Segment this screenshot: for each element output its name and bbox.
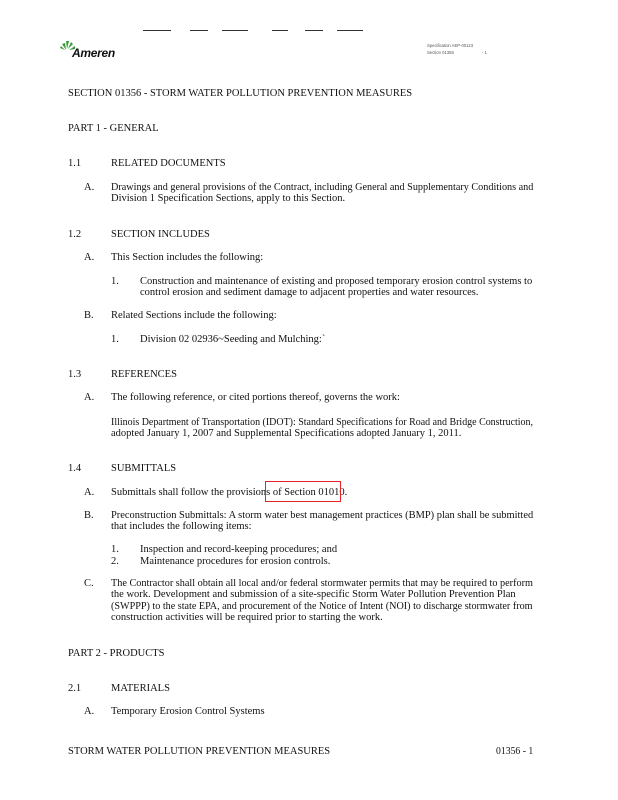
paragraph-letter: A.: [84, 182, 95, 193]
paragraph-line: (SWPPP) to the state EPA, and procurement of the Notice of Intent (NOI) to discharge stormwater from: [111, 601, 533, 612]
part-2-heading: PART 2 - PRODUCTS: [68, 648, 165, 659]
logo-text: Ameren: [72, 46, 115, 60]
paragraph-line: Drawings and general provisions of the Contract, including General and Supplementary Conditions and: [111, 182, 534, 193]
spec-line-1: Specification AEP-00123: [427, 43, 474, 48]
paragraph-line: Division 1 Specification Sections, apply to this Section.: [111, 193, 346, 204]
spec-page: - 1: [482, 50, 487, 55]
reference-line: adopted January 1, 2007 and Supplemental Specifications adopted January 1, 2011.: [111, 428, 462, 439]
article-number: 1.3: [68, 369, 82, 380]
footer-page-number: 01356 - 1: [496, 746, 534, 757]
header-rule: [337, 30, 363, 31]
paragraph-text: This Section includes the following:: [111, 252, 264, 263]
footer-title: STORM WATER POLLUTION PREVENTION MEASURES: [68, 746, 331, 757]
header-rule: [305, 30, 323, 31]
article-number: 2.1: [68, 683, 82, 694]
paragraph-letter: A.: [84, 252, 95, 263]
reference-line: Illinois Department of Transportation (IDOT): Standard Specifications for Road and Bridge Construction,: [111, 417, 534, 428]
article-heading: RELATED DOCUMENTS: [111, 158, 226, 169]
paragraph-line: Preconstruction Submittals: A storm water best management practices (BMP) plan shall be submitted: [111, 510, 534, 521]
paragraph-line: that includes the following items:: [111, 521, 252, 532]
subparagraph-number: 1.: [111, 276, 119, 287]
paragraph-letter: A.: [84, 706, 95, 717]
subparagraph-line: control erosion and sediment damage to adjacent properties and water resources.: [140, 287, 479, 298]
part-1-heading: PART 1 - GENERAL: [68, 123, 159, 134]
article-heading: MATERIALS: [111, 683, 170, 694]
paragraph-line: The Contractor shall obtain all local and/or federal stormwater permits that may be required to perform: [111, 578, 533, 589]
paragraph-line: the work. Development and submission of a site-specific Storm Water Pollution Prevention Plan: [111, 589, 516, 600]
subparagraph-number: 1.: [111, 544, 119, 555]
subparagraph-text: Maintenance procedures for erosion controls.: [140, 556, 331, 567]
header-rule: [190, 30, 208, 31]
header-rule: [272, 30, 288, 31]
paragraph-text: Related Sections include the following:: [111, 310, 277, 321]
paragraph-letter: A.: [84, 392, 95, 403]
subparagraph-line: Construction and maintenance of existing and proposed temporary erosion control systems to: [140, 276, 533, 287]
paragraph-line: construction activities will be required prior to starting the work.: [111, 612, 383, 623]
article-heading: SECTION INCLUDES: [111, 229, 210, 240]
subparagraph-number: 2.: [111, 556, 119, 567]
paragraph-text: The following reference, or cited portions thereof, governs the work:: [111, 392, 400, 403]
subparagraph-number: 1.: [111, 334, 119, 345]
highlight-box: [265, 481, 341, 502]
header-rule: [143, 30, 171, 31]
paragraph-letter: C.: [84, 578, 94, 589]
section-title: SECTION 01356 - STORM WATER POLLUTION PREVENTION MEASURES: [68, 88, 413, 99]
header-rule: [222, 30, 248, 31]
article-heading: REFERENCES: [111, 369, 177, 380]
spec-line-2: Section 01356: [427, 50, 454, 55]
paragraph-letter: B.: [84, 310, 94, 321]
paragraph-text: Submittals shall follow the provisions of Section 01010.: [111, 487, 348, 498]
article-heading: SUBMITTALS: [111, 463, 177, 474]
paragraph-letter: A.: [84, 487, 95, 498]
article-number: 1.1: [68, 158, 82, 169]
article-number: 1.4: [68, 463, 82, 474]
paragraph-letter: B.: [84, 510, 94, 521]
article-number: 1.2: [68, 229, 82, 240]
subparagraph-text: Inspection and record-keeping procedures; and: [140, 544, 338, 555]
subparagraph-text: Division 02 02936~Seeding and Mulching:`: [140, 334, 326, 345]
paragraph-text: Temporary Erosion Control Systems: [111, 706, 265, 717]
